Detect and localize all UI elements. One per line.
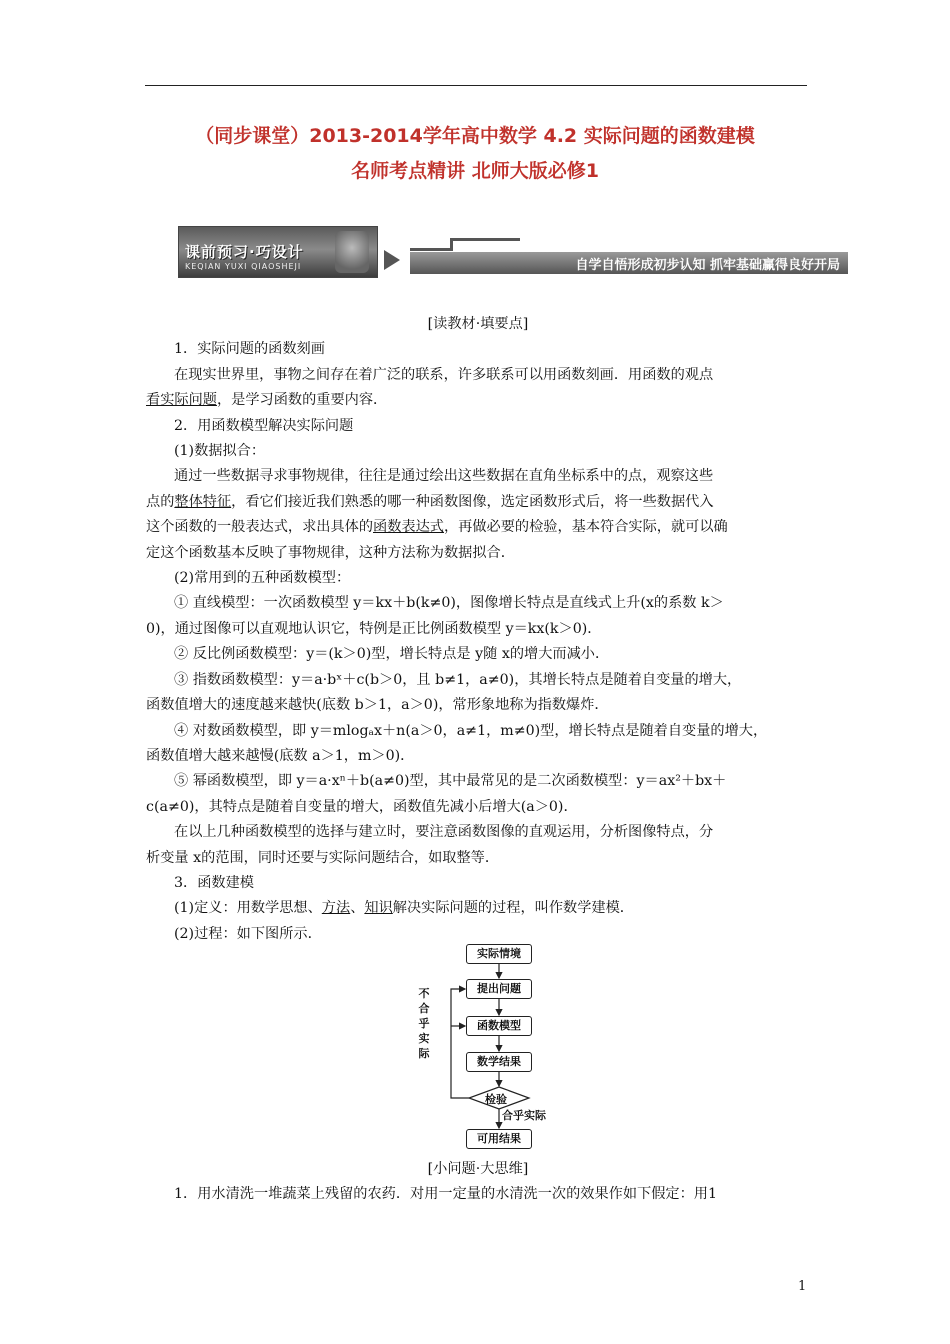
paragraph: 这个函数的一般表达式，求出具体的函数表达式，再做必要的检验，基本符合实际，就可以确 — [146, 519, 728, 536]
fill-in-answer: 看实际问题 — [146, 392, 217, 409]
flow-node-model: 函数模型 — [466, 1016, 532, 1036]
flow-node-situation: 实际情境 — [466, 944, 532, 964]
fill-in-answer: 方法 — [321, 900, 351, 917]
subsection-title: 2．用函数模型解决实际问题 — [174, 417, 354, 434]
model-item: 0)，通过图像可以直观地认识它，特例是正比例函数模型 y＝kx(k＞0)． — [146, 620, 602, 637]
fill-in-answer: 知识 — [364, 900, 393, 917]
flow-node-question: 提出问题 — [466, 979, 532, 999]
question-text: 1．用水清洗一堆蔬菜上残留的农药．对用一定量的水清洗一次的效果作如下假定：用1 — [174, 1186, 717, 1203]
model-item: 函数值增大的速度越来越快(底数 b＞1，a＞0)，常形象地称为指数爆炸． — [146, 697, 609, 714]
flow-node-result: 数学结果 — [466, 1052, 532, 1072]
page-number: 1 — [798, 1279, 807, 1294]
soccer-player-image — [335, 231, 369, 273]
section-banner — [178, 226, 848, 278]
banner-slogan-bar — [410, 252, 848, 274]
model-item: ② 反比例函数模型：y＝(k＞0)型，增长特点是 y随 x的增大而减小． — [174, 646, 610, 663]
paragraph: 在现实世界里，事物之间存在着广泛的联系，许多联系可以用函数刻画．用函数的观点 — [174, 366, 714, 383]
paragraph: 看实际问题，是学习函数的重要内容． — [146, 392, 388, 409]
paragraph: (2)常用到的五种函数模型： — [174, 570, 351, 587]
banner-slogan: 自学自悟形成初步认知 抓牢基础赢得良好开局 — [575, 258, 840, 273]
header-rule — [145, 85, 807, 86]
flow-node-usable: 可用结果 — [466, 1129, 532, 1149]
subsection-title: 1．实际问题的函数刻画 — [174, 341, 325, 358]
paragraph: 定这个函数基本反映了事物规律，这种方法称为数据拟合． — [146, 544, 515, 561]
banner-subtitle: KEQIAN YUXI QIAOSHEJI — [185, 262, 302, 271]
flow-node-check: 检验 — [485, 1093, 507, 1106]
play-arrow-icon — [384, 250, 400, 270]
paragraph: (1)定义：用数学思想、方法、知识解决实际问题的过程，叫作数学建模． — [174, 900, 634, 917]
model-item: c(a≠0)，其特点是随着自变量的增大，函数值先减小后增大(a＞0)． — [146, 798, 578, 815]
model-item: ① 直线模型：一次函数模型 y＝kx＋b(k≠0)，图像增长特点是直线式上升(x的系数 k＞ — [174, 595, 724, 612]
paragraph: 析变量 x的范围，同时还要与实际问题结合，如取整等． — [146, 849, 500, 866]
flowchart-connectors — [415, 940, 585, 1155]
doc-title-line2: 名师考点精讲 北师大版必修1 — [351, 160, 599, 182]
flow-pass-label: 合乎实际 — [502, 1109, 546, 1122]
paragraph: 在以上几种函数模型的选择与建立时，要注意函数图像的直观运用，分析图像特点，分 — [174, 824, 714, 841]
small-questions — [146, 1157, 810, 1208]
paragraph: (1)数据拟合： — [174, 443, 266, 460]
modeling-flowchart — [415, 940, 585, 1155]
section-heading: [小问题·大思维] — [427, 1161, 529, 1177]
paragraph: 点的整体特征，看它们接近我们熟悉的哪一种函数图像，选定函数形式后，将一些数据代入 — [146, 493, 714, 510]
model-item: 函数值增大越来越慢(底数 a＞1，m＞0)． — [146, 747, 415, 764]
model-item: ③ 指数函数模型：y＝a·bˣ＋c(b＞0，且 b≠1，a≠0)，其增长特点是随着自变量的增大， — [174, 671, 742, 688]
paragraph: 通过一些数据寻求事物规律，往往是通过绘出这些数据在直角坐标系中的点，观察这些 — [174, 468, 714, 485]
doc-title-line1: （同步课堂）2013-2014学年高中数学 4.2 实际问题的函数建模 — [195, 125, 755, 147]
banner-title: 课前预习·巧设计 — [185, 243, 304, 261]
fill-in-answer: 函数表达式 — [373, 519, 444, 536]
flow-loop-label: 不合乎实际 — [418, 987, 430, 1060]
subsection-title: 3．函数建模 — [174, 874, 254, 891]
section-heading: [读教材·填要点] — [427, 316, 529, 332]
model-item: ⑤ 幂函数模型，即 y＝a·xⁿ＋b(a≠0)型，其中最常见的是二次函数模型：y＝ax²＋bx＋ — [174, 773, 727, 790]
main-content — [146, 312, 810, 947]
model-item: ④ 对数函数模型，即 y＝mlogₐx＋n(a＞0，a≠1，m≠0)型，增长特点是随着自变量的增大， — [174, 722, 768, 739]
banner-image — [178, 226, 378, 278]
fill-in-answer: 整体特征 — [174, 493, 232, 510]
paragraph: (2)过程：如下图所示． — [174, 925, 322, 942]
